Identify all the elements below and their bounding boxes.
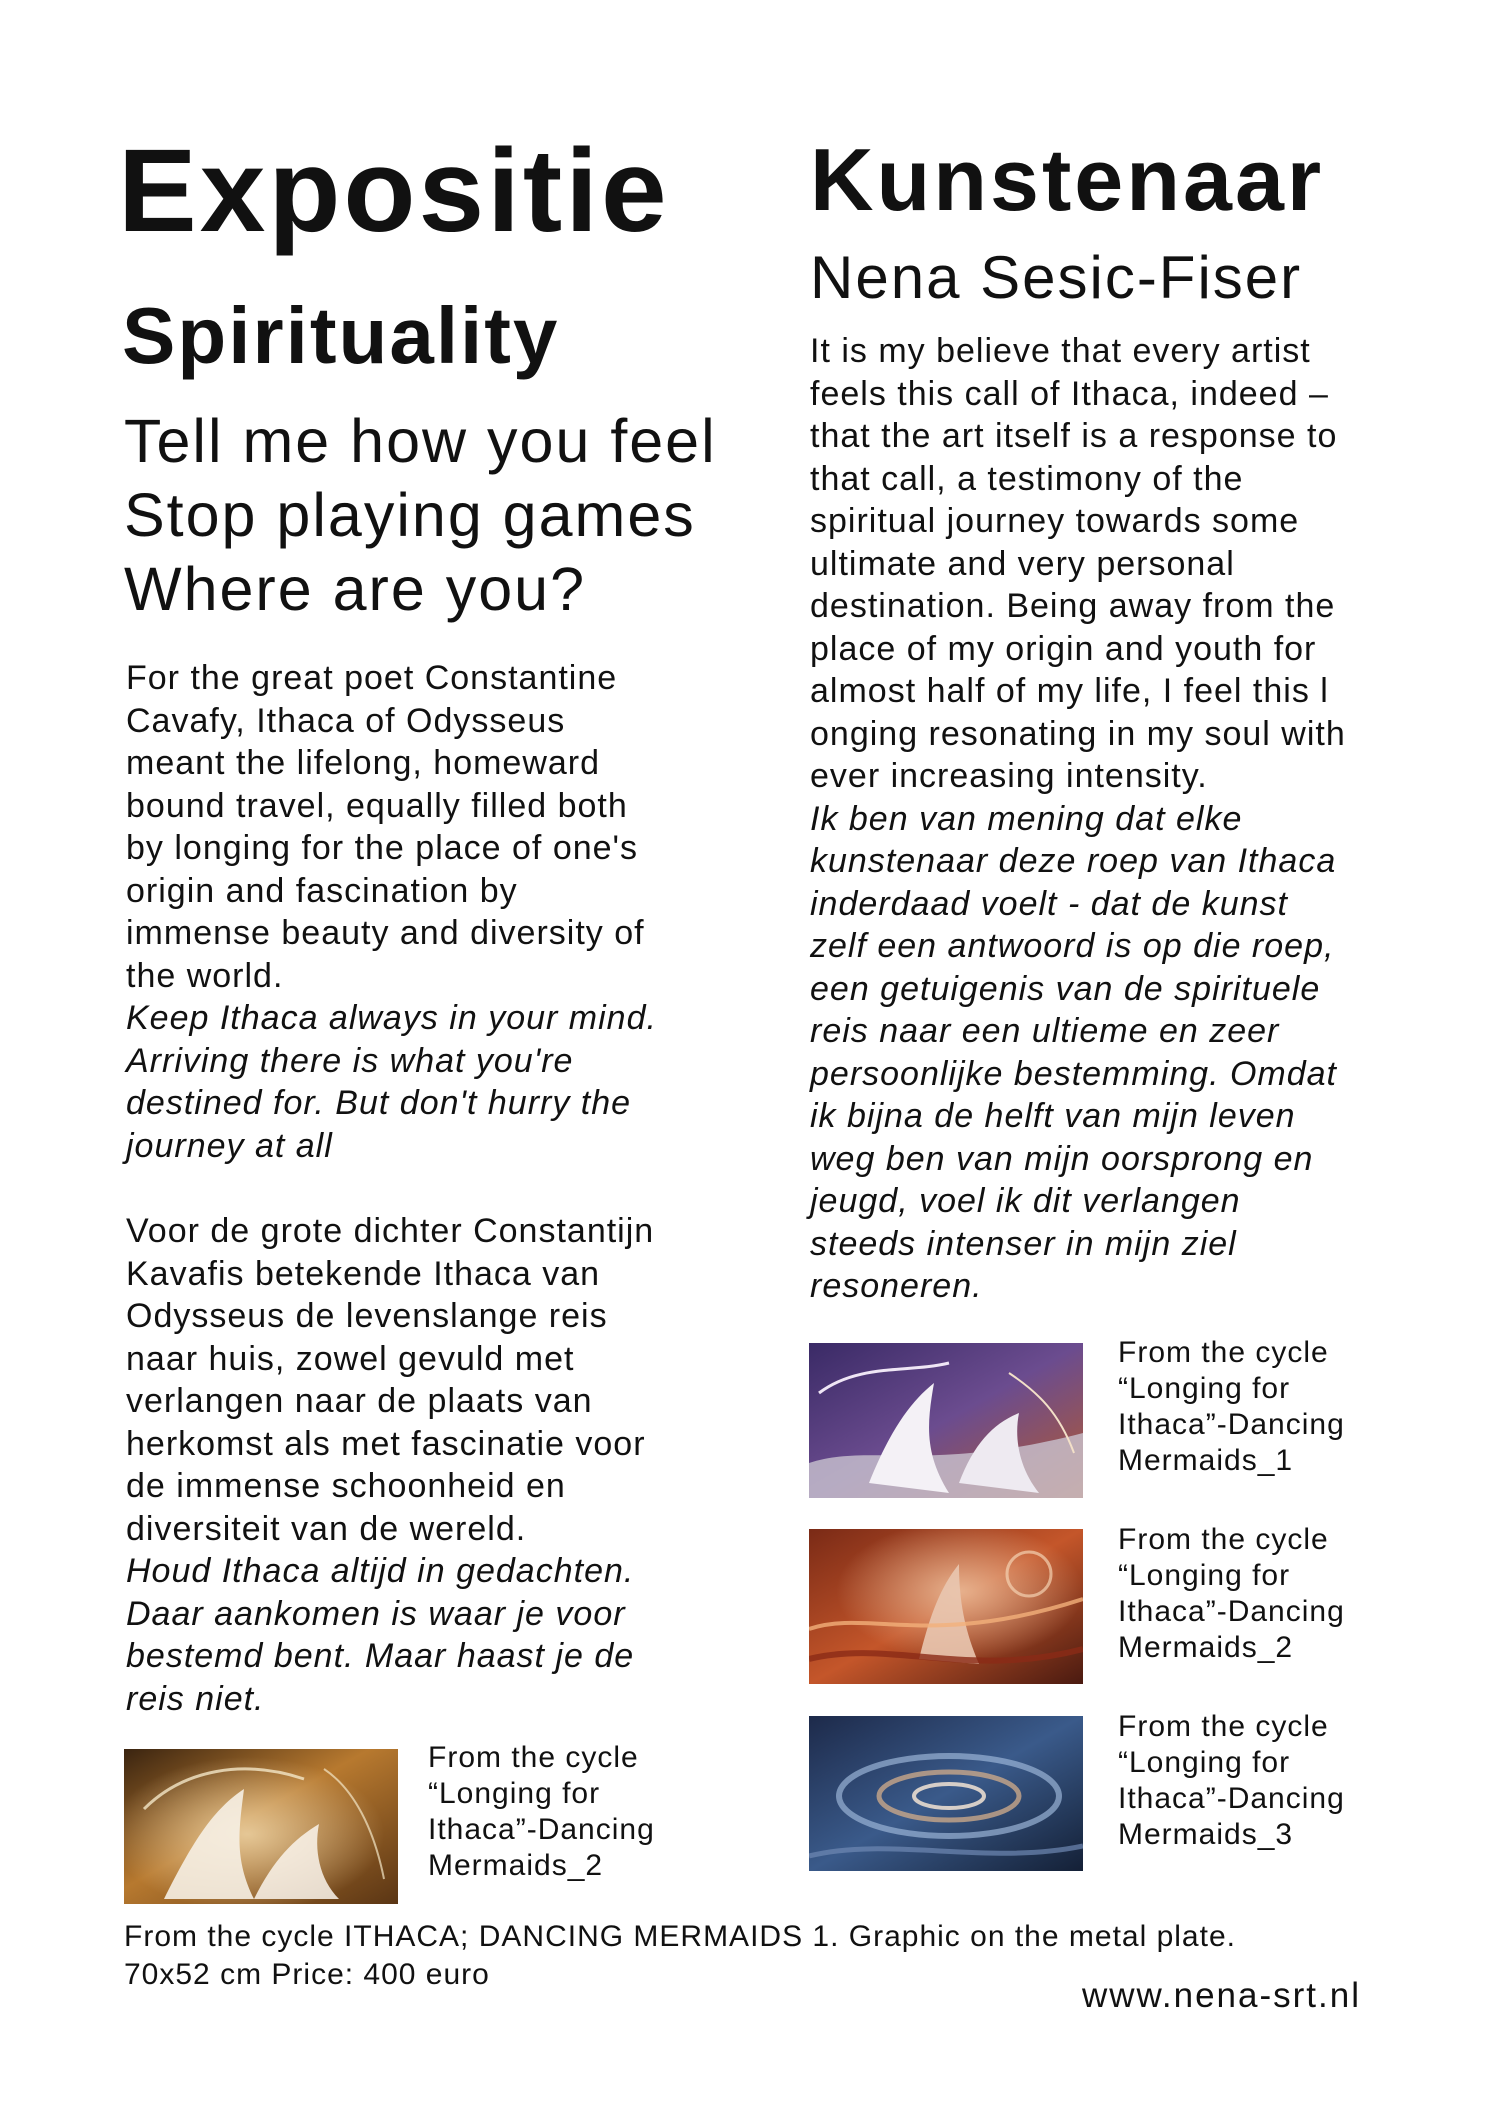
caption-line: Ithaca”-Dancing <box>1118 1408 1345 1441</box>
caption-line: From the cycle <box>428 1741 639 1774</box>
quote-line: een getuigenis van de spirituele <box>810 969 1321 1008</box>
quote-line: zelf een antwoord is op die roep, <box>810 927 1335 965</box>
quote-line: kunstenaar deze roep van Ithaca <box>810 842 1337 880</box>
quote-line: reis niet. <box>126 1679 265 1718</box>
artist-statement <box>810 330 1430 1308</box>
caption-line: Mermaids_1 <box>1118 1444 1294 1477</box>
artwork-image-left-mermaids-2 <box>124 1749 398 1904</box>
artist-name: Nena Sesic-Fiser <box>810 244 1303 311</box>
caption-line: Ithaca”-Dancing <box>428 1813 655 1846</box>
quote-line: Daar aankomen is waar je voor <box>126 1594 626 1633</box>
text-line: For the great poet Constantine <box>126 659 618 697</box>
quote-line: persoonlijke bestemming. Omdat <box>810 1054 1338 1093</box>
quote-line: Houd Ithaca altijd in gedachten. <box>126 1552 635 1590</box>
footer-line: From the cycle ITHACA; DANCING MERMAIDS 1. Graphic on the metal plate. <box>124 1920 1236 1953</box>
quote-line: bestemd bent. Maar haast je de <box>126 1637 635 1675</box>
text-line: spiritual journey towards some <box>810 502 1300 540</box>
tagline-line: Where are you? <box>124 555 586 623</box>
text-line: de immense schoonheid en <box>126 1467 566 1505</box>
caption-line: Mermaids_2 <box>1118 1631 1294 1664</box>
text-line: onging resonating in my soul with <box>810 714 1346 753</box>
caption-line: Mermaids_3 <box>1118 1818 1294 1851</box>
caption-line: “Longing for <box>1118 1372 1291 1405</box>
text-line: diversiteit van de wereld. <box>126 1509 527 1548</box>
text-line: destination. Being away from the <box>810 587 1336 625</box>
text-line: herkomst als met fascinatie voor <box>126 1424 646 1463</box>
text-line: ever increasing intensity. <box>810 757 1208 795</box>
text-line: that call, a testimony of the <box>810 459 1244 498</box>
text-line: almost half of my life, I feel this l <box>810 672 1329 710</box>
quote-line: Ik ben van mening dat elke <box>810 799 1243 838</box>
footer-line: 70x52 cm Price: 400 euro <box>124 1958 490 1991</box>
tagline <box>124 404 717 626</box>
artwork-image-mermaids-1 <box>809 1343 1083 1498</box>
quote-line: Arriving there is what you're <box>126 1041 574 1080</box>
quote-line: journey at all <box>126 1126 333 1165</box>
text-line: ultimate and very personal <box>810 544 1235 583</box>
tagline-line: Stop playing games <box>124 481 696 549</box>
artist-heading: Kunstenaar <box>810 130 1325 229</box>
artwork-caption-left <box>428 1740 655 1884</box>
text-line: Kavafis betekende Ithaca van <box>126 1254 601 1293</box>
caption-line: From the cycle <box>1118 1336 1329 1369</box>
caption-line: “Longing for <box>1118 1746 1291 1779</box>
quote-line: steeds intenser in mijn ziel <box>810 1224 1237 1263</box>
text-line: place of my origin and youth for <box>810 629 1317 668</box>
quote-line: inderdaad voelt - dat de kunst <box>810 884 1288 923</box>
text-line: bound travel, equally filled both <box>126 786 628 825</box>
text-line: naar huis, zowel gevuld met <box>126 1339 575 1378</box>
text-line: meant the lifelong, homeward <box>126 744 601 782</box>
text-line: the world. <box>126 956 284 995</box>
quote-line: Keep Ithaca always in your mind. <box>126 999 657 1037</box>
tagline-line: Tell me how you feel <box>124 407 717 475</box>
quote-line: jeugd, voel ik dit verlangen <box>810 1182 1241 1220</box>
quote-line: weg ben van mijn oorsprong en <box>810 1139 1314 1178</box>
caption-line: Ithaca”-Dancing <box>1118 1595 1345 1628</box>
caption-line: From the cycle <box>1118 1523 1329 1556</box>
caption-line: “Longing for <box>428 1777 601 1810</box>
exhibition-subtitle: Spirituality <box>122 291 560 380</box>
text-line: It is my believe that every artist <box>810 332 1311 370</box>
text-line: Odysseus de levenslange reis <box>126 1297 608 1335</box>
footer-note <box>124 1918 1236 1994</box>
text-line: verlangen naar de plaats van <box>126 1382 593 1420</box>
text-line: by longing for the place of one's <box>126 829 639 867</box>
artwork-caption-3 <box>1118 1709 1345 1853</box>
caption-line: “Longing for <box>1118 1559 1291 1592</box>
text-line: Voor de grote dichter Constantijn <box>126 1212 655 1250</box>
artwork-caption-1 <box>1118 1335 1345 1479</box>
quote-line: ik bijna de helft van mijn leven <box>810 1097 1296 1135</box>
text-line: feels this call of Ithaca, indeed – <box>810 374 1329 413</box>
website-url: www.nena-srt.nl <box>1082 1976 1361 2015</box>
text-line: immense beauty and diversity of <box>126 914 645 952</box>
caption-line: Mermaids_2 <box>428 1849 604 1882</box>
quote-line: destined for. But don't hurry the <box>126 1084 632 1122</box>
quote-line: resoneren. <box>810 1267 983 1305</box>
artwork-caption-2 <box>1118 1522 1345 1666</box>
intro-english <box>126 657 766 1167</box>
caption-line: From the cycle <box>1118 1710 1329 1743</box>
text-line: Cavafy, Ithaca of Odysseus <box>126 701 566 740</box>
artwork-image-mermaids-2 <box>809 1529 1083 1684</box>
artwork-image-mermaids-3 <box>809 1716 1083 1871</box>
caption-line: Ithaca”-Dancing <box>1118 1782 1345 1815</box>
text-line: that the art itself is a response to <box>810 417 1338 455</box>
exhibition-title: Expositie <box>118 125 670 257</box>
text-line: origin and fascination by <box>126 871 518 910</box>
quote-line: reis naar een ultieme en zeer <box>810 1012 1280 1050</box>
intro-dutch <box>126 1210 786 1720</box>
